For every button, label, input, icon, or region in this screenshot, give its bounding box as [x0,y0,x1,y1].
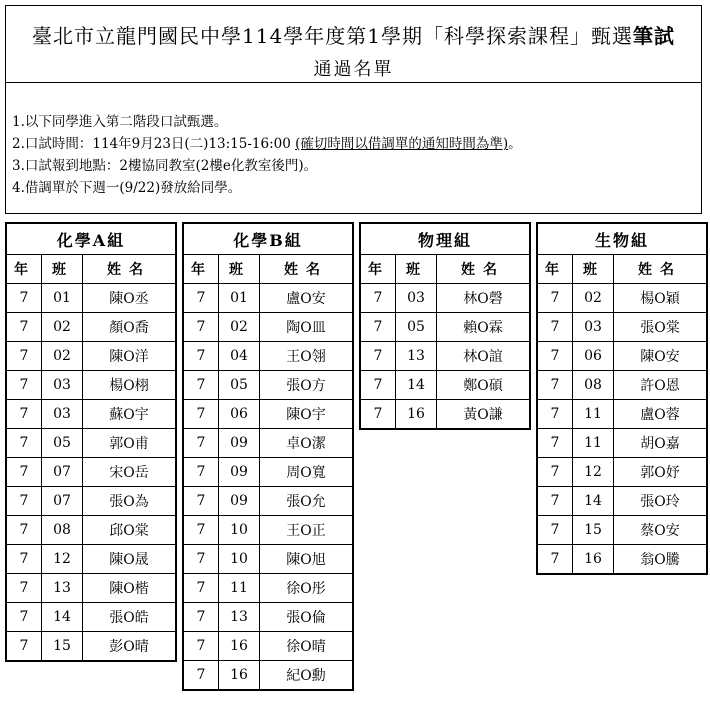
class-cell: 11 [573,400,614,429]
table-row [183,603,353,632]
student-name-cell: 陶O皿 [260,313,354,342]
student-name-cell: 陳O旭 [260,545,354,574]
class-cell: 09 [219,458,260,487]
student-name-cell: 張O棠 [614,313,708,342]
class-cell: 03 [396,284,437,313]
class-cell: 14 [396,371,437,400]
class-cell: 14 [42,603,83,632]
class-cell: 03 [42,400,83,429]
grade-cell: 7 [183,603,219,632]
student-name-cell: 蘇O宇 [83,400,177,429]
class-cell: 05 [42,429,83,458]
table-row [183,400,353,429]
table-row [183,574,353,603]
student-name-cell: 楊O栩 [83,371,177,400]
class-cell: 13 [42,574,83,603]
class-cell: 08 [573,371,614,400]
table-row [537,371,707,400]
table-row [6,284,176,313]
group-table-physics [359,222,531,430]
grade-cell: 7 [183,487,219,516]
grade-cell: 7 [360,313,396,342]
grade-cell: 7 [6,429,42,458]
student-name-cell: 賴O霖 [437,313,531,342]
grade-cell: 7 [360,371,396,400]
grade-cell: 7 [183,516,219,545]
grade-cell: 7 [183,371,219,400]
class-cell: 02 [573,284,614,313]
student-name-cell: 張O倫 [260,603,354,632]
student-name-cell: 郭O甫 [83,429,177,458]
group-name: 化學B組 [183,223,353,255]
student-name-cell: 王O正 [260,516,354,545]
grade-cell: 7 [183,661,219,691]
student-name-cell: 王O翎 [260,342,354,371]
class-cell: 05 [396,313,437,342]
student-name-cell: 張O為 [83,487,177,516]
grade-cell: 7 [537,400,573,429]
grade-cell: 7 [360,342,396,371]
table-row [183,371,353,400]
header-grade: 年 [6,255,42,284]
grade-cell: 7 [6,574,42,603]
class-cell: 10 [219,516,260,545]
grade-cell: 7 [6,284,42,313]
header-name: 姓名 [83,255,177,284]
table-row [183,342,353,371]
table-row [537,284,707,313]
table-row [360,342,530,371]
student-name-cell: 林O誼 [437,342,531,371]
document-subtitle: 通過名單 [313,59,394,80]
notes-box [5,83,702,214]
table-row [537,545,707,575]
grade-cell: 7 [537,516,573,545]
table-row [360,313,530,342]
class-cell: 06 [219,400,260,429]
class-cell: 15 [42,632,83,662]
class-cell: 08 [42,516,83,545]
grade-cell: 7 [183,458,219,487]
grade-cell: 7 [537,487,573,516]
table-row [537,342,707,371]
note-1: 1.以下同學進入第二階段口試甄選。 [12,114,228,130]
group-name: 化學A組 [6,223,176,255]
student-name-cell: 胡O嘉 [614,429,708,458]
student-name-cell: 彭O晴 [83,632,177,662]
class-cell: 09 [219,487,260,516]
header-grade: 年 [183,255,219,284]
table-row [6,429,176,458]
note-2-time: 2.口試時間：114年9月23日(二)13:15-16:00 [12,136,291,152]
grade-cell: 7 [183,342,219,371]
student-name-cell: 顏O喬 [83,313,177,342]
header-name: 姓名 [437,255,531,284]
class-cell: 11 [219,574,260,603]
class-cell: 01 [42,284,83,313]
class-cell: 09 [219,429,260,458]
class-cell: 02 [42,342,83,371]
group-name: 生物組 [537,223,707,255]
grade-cell: 7 [183,632,219,661]
class-cell: 07 [42,487,83,516]
grade-cell: 7 [183,574,219,603]
title-box [5,5,702,83]
student-name-cell: 郭O妤 [614,458,708,487]
student-name-cell: 蔡O安 [614,516,708,545]
table-row [6,487,176,516]
table-row [6,603,176,632]
header-class: 班 [219,255,260,284]
class-cell: 16 [573,545,614,575]
student-name-cell: 鄭O碩 [437,371,531,400]
class-cell: 12 [42,545,83,574]
header-class: 班 [573,255,614,284]
grade-cell: 7 [183,284,219,313]
note-2 [12,133,701,155]
grade-cell: 7 [6,371,42,400]
table-row [183,458,353,487]
header-class: 班 [42,255,83,284]
table-row [360,400,530,430]
grade-cell: 7 [537,313,573,342]
note-4: 4.借調單於下週一(9/22)發放給同學。 [12,180,242,196]
student-name-cell: 陳O楷 [83,574,177,603]
grade-cell: 7 [537,458,573,487]
grade-cell: 7 [6,516,42,545]
note-2-end: 。 [508,136,522,152]
group-table-biology [536,222,708,575]
table-row [6,545,176,574]
table-row [183,632,353,661]
grade-cell: 7 [6,400,42,429]
grade-cell: 7 [183,313,219,342]
header-class: 班 [396,255,437,284]
class-cell: 02 [42,313,83,342]
table-row [6,632,176,662]
class-cell: 02 [219,313,260,342]
table-row [183,429,353,458]
student-name-cell: 張O皓 [83,603,177,632]
table-row [6,458,176,487]
group-name: 物理組 [360,223,530,255]
class-cell: 16 [396,400,437,430]
class-cell: 11 [573,429,614,458]
student-name-cell: 邱O棠 [83,516,177,545]
student-name-cell: 張O方 [260,371,354,400]
class-cell: 10 [219,545,260,574]
student-name-cell: 周O寬 [260,458,354,487]
class-cell: 16 [219,632,260,661]
student-name-cell: 陳O宇 [260,400,354,429]
table-row [6,400,176,429]
header-name: 姓名 [614,255,708,284]
table-row [360,371,530,400]
class-cell: 13 [396,342,437,371]
class-cell: 07 [42,458,83,487]
table-row [183,284,353,313]
grade-cell: 7 [537,429,573,458]
document-title [6,20,701,49]
class-cell: 03 [573,313,614,342]
header-name: 姓名 [260,255,354,284]
title-emphasis: 筆試 [632,24,675,48]
header-grade: 年 [360,255,396,284]
student-name-cell: 陳O晟 [83,545,177,574]
grade-cell: 7 [6,545,42,574]
header-grade: 年 [537,255,573,284]
group-table-chem-b [182,222,354,691]
student-name-cell: 陳O洋 [83,342,177,371]
student-name-cell: 陳O丞 [83,284,177,313]
table-row [183,313,353,342]
title-main: 臺北市立龍門國民中學114學年度第1學期「科學探索課程」甄選 [32,24,633,48]
grade-cell: 7 [6,458,42,487]
class-cell: 05 [219,371,260,400]
class-cell: 04 [219,342,260,371]
grade-cell: 7 [6,342,42,371]
grade-cell: 7 [6,632,42,662]
class-cell: 14 [573,487,614,516]
grade-cell: 7 [537,545,573,575]
table-row [537,487,707,516]
student-name-cell: 翁O騰 [614,545,708,575]
class-cell: 13 [219,603,260,632]
table-row [360,284,530,313]
table-row [6,574,176,603]
student-name-cell: 紀O勳 [260,661,354,691]
table-row [537,516,707,545]
student-name-cell: 宋O岳 [83,458,177,487]
grade-cell: 7 [360,284,396,313]
grade-cell: 7 [183,429,219,458]
table-row [6,371,176,400]
table-row [537,458,707,487]
table-row [183,516,353,545]
student-name-cell: 徐O晴 [260,632,354,661]
grade-cell: 7 [6,313,42,342]
grade-cell: 7 [6,487,42,516]
grade-cell: 7 [537,284,573,313]
table-row [537,429,707,458]
student-name-cell: 卓O潔 [260,429,354,458]
table-row [537,313,707,342]
student-name-cell: 陳O安 [614,342,708,371]
group-table-chem-a [5,222,177,662]
class-cell: 01 [219,284,260,313]
table-row [183,545,353,574]
table-row [6,342,176,371]
student-name-cell: 盧O安 [260,284,354,313]
grade-cell: 7 [537,342,573,371]
table-row [537,400,707,429]
student-name-cell: 盧O蓉 [614,400,708,429]
table-row [6,516,176,545]
note-2-underlined: (確切時間以借調單的通知時間為準) [295,136,509,152]
class-cell: 06 [573,342,614,371]
student-name-cell: 黃O謙 [437,400,531,430]
grade-cell: 7 [6,603,42,632]
table-row [183,487,353,516]
grade-cell: 7 [537,371,573,400]
class-cell: 16 [219,661,260,691]
table-row [183,661,353,691]
grade-cell: 7 [183,400,219,429]
student-name-cell: 徐O彤 [260,574,354,603]
note-3: 3.口試報到地點：2樓協同教室(2樓e化教室後門)。 [12,158,318,174]
grade-cell: 7 [183,545,219,574]
class-cell: 15 [573,516,614,545]
class-cell: 12 [573,458,614,487]
student-name-cell: 許O恩 [614,371,708,400]
class-cell: 03 [42,371,83,400]
student-name-cell: 張O玲 [614,487,708,516]
student-name-cell: 張O允 [260,487,354,516]
student-name-cell: 楊O穎 [614,284,708,313]
student-name-cell: 林O磬 [437,284,531,313]
table-row [6,313,176,342]
grade-cell: 7 [360,400,396,430]
